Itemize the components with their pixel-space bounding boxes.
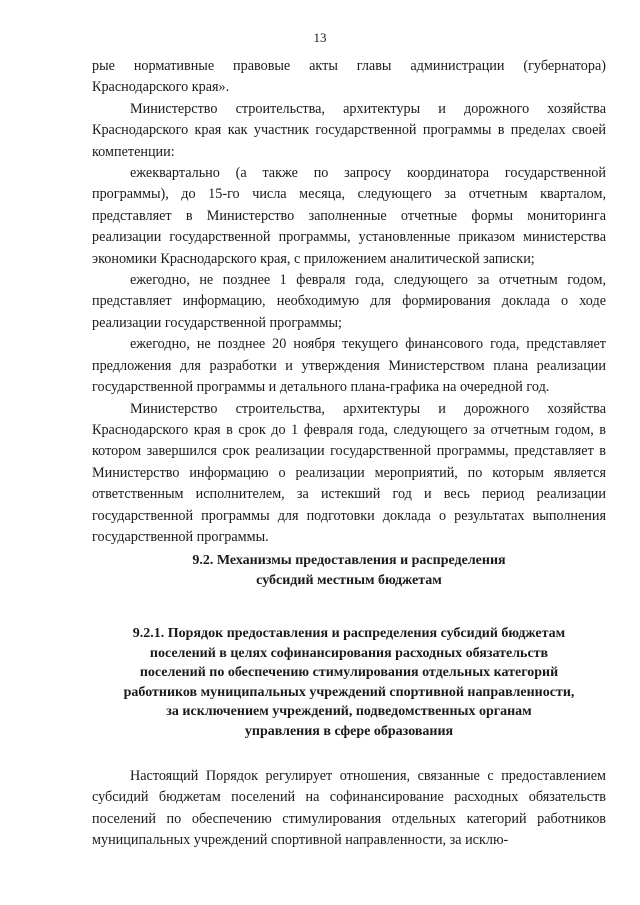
subsection-heading-line: управления в сфере образования bbox=[244, 723, 454, 739]
paragraph: рые нормативные правовые акты главы администрации (губернатора) Краснодарского края». bbox=[92, 58, 606, 96]
paragraph: ежеквартально (а также по запросу координатора государственной программы), до 15-го числа месяца, следующего за отчетным кварталом, представляет в Министерство заполненные отчетные формы мониторинга реализации государственной программы, установленные приказом министерства экономики Краснодарского края, с приложением аналитической записки; bbox=[92, 165, 606, 267]
paragraph: Министерство строительства, архитектуры и дорожного хозяйства Краснодарского края как участник государственной программы в пределах своей компетенции: bbox=[92, 100, 606, 160]
paragraph: ежегодно, не позднее 20 ноября текущего финансового года, представляет предложения для разработки и утверждения Министерством плана реализации государственной программы и детального плана-графика на очередной год. bbox=[92, 336, 606, 396]
paragraph: ежегодно, не позднее 1 февраля года, следующего за отчетным годом, представляет информацию, необходимую для формирования доклада о ходе реализации государственной программы; bbox=[92, 272, 606, 331]
body-text bbox=[92, 56, 606, 548]
subsection-heading bbox=[92, 624, 606, 741]
paragraph: Настоящий Порядок регулирует отношения, связанные с предоставлением субсидий бюджетам поселений на софинансирование расходных обязательств поселений по обеспечению стимулирования отдельных категорий работников муниципальных учреждений спортивной направленности, за исклю- bbox=[92, 768, 606, 849]
section-heading bbox=[92, 551, 606, 590]
subsection-heading-line: поселений в целях софинансирования расходных обязательств bbox=[149, 645, 549, 661]
page-number: 13 bbox=[313, 30, 327, 45]
subsection-heading-line: работников муниципальных учреждений спортивной направленности, bbox=[123, 684, 575, 700]
subsection-heading-line: за исключением учреждений, подведомственных органам bbox=[166, 704, 532, 719]
paragraph: Министерство строительства, архитектуры и дорожного хозяйства Краснодарского края в срок до 1 февраля года, следующего за отчетным годом, в котором завершился срок реализации государственной программы, представляет в Министерство информацию о реализации мероприятий, по которым является ответственным исполнителем, за истекший год и весь период реализации государственной программы для подготовки доклада о результатах выполнения государственной программы. bbox=[92, 400, 606, 545]
subsection-heading-line: 9.2.1. Порядок предоставления и распределения субсидий бюджетам bbox=[132, 626, 566, 641]
subsection-heading-line: поселений по обеспечению стимулирования отдельных категорий bbox=[139, 665, 559, 680]
tail-text bbox=[92, 766, 606, 852]
section-heading-line: субсидий местным бюджетам bbox=[256, 572, 442, 588]
section-heading-line: 9.2. Механизмы предоставления и распределения bbox=[192, 553, 506, 568]
